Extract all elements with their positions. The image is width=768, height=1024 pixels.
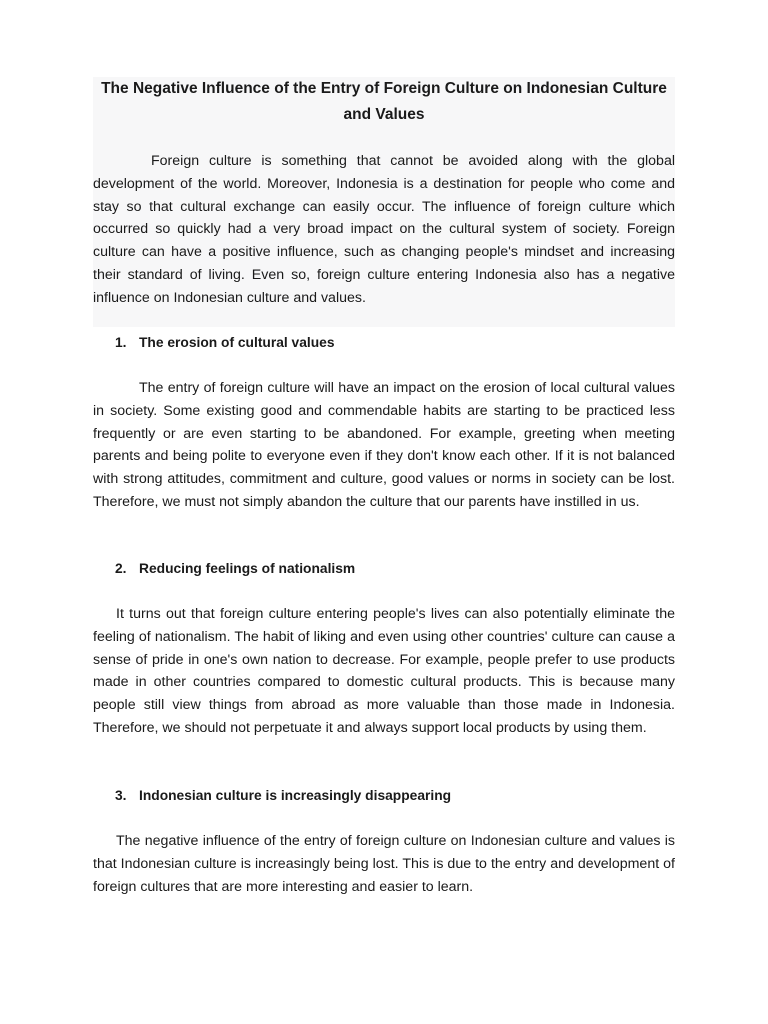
section-number: 2. — [115, 561, 127, 576]
section-number: 1. — [115, 335, 127, 350]
section-body-2: It turns out that foreign culture entering people's lives can also potentially eliminate the feeling of nationalism. The habit of liking and even using other countries' culture can cause a sense of pride in one's own nation to decrease. For example, people prefer to use products made in other countries compared to domestic cultural products. This is because many people still view things from abroad as more valuable than those made in Indonesia. Therefore, we should not perpetuate it and always support local products by using them. — [93, 606, 675, 736]
intro-paragraph: Foreign culture is something that cannot be avoided along with the global development of the world. Moreover, Indonesia is a destination for people who come and stay so that cultural exchange can easily occur. The influence of foreign culture which occurred so quickly had a very broad impact on the cultural system of society. Foreign culture can have a positive influence, such as changing people's mindset and increasing their standard of living. Even so, foreign culture entering Indonesia also has a negative influence on Indonesian culture and values. — [93, 153, 675, 306]
document-title: The Negative Influence of the Entry of Foreign Culture on Indonesian Culture and Values — [101, 80, 667, 123]
section-body-1: The entry of foreign culture will have an impact on the erosion of local cultural values in society. Some existing good and commendable habits are starting to be practiced less frequently or are even starting to be abandoned. For example, greeting when meeting parents and being polite to everyone even if they don't know each other. If it is not balanced with strong attitudes, commitment and culture, good values or norms in society can be lost. Therefore, we must not simply abandon the culture that our parents have instilled in us. — [93, 380, 675, 510]
section-heading-1 — [115, 334, 335, 352]
section-number: 3. — [115, 788, 127, 803]
section-body-3: The negative influence of the entry of foreign culture on Indonesian culture and values is that Indonesian culture is increasingly being lost. This is due to the entry and development of foreign cultures that are more interesting and easier to learn. — [93, 833, 675, 895]
section-heading-2 — [115, 560, 355, 578]
section-heading-3 — [115, 787, 451, 805]
section-heading-text: Reducing feelings of nationalism — [139, 561, 356, 576]
section-heading-text: Indonesian culture is increasingly disappearing — [139, 788, 452, 803]
section-heading-text: The erosion of cultural values — [139, 335, 335, 350]
